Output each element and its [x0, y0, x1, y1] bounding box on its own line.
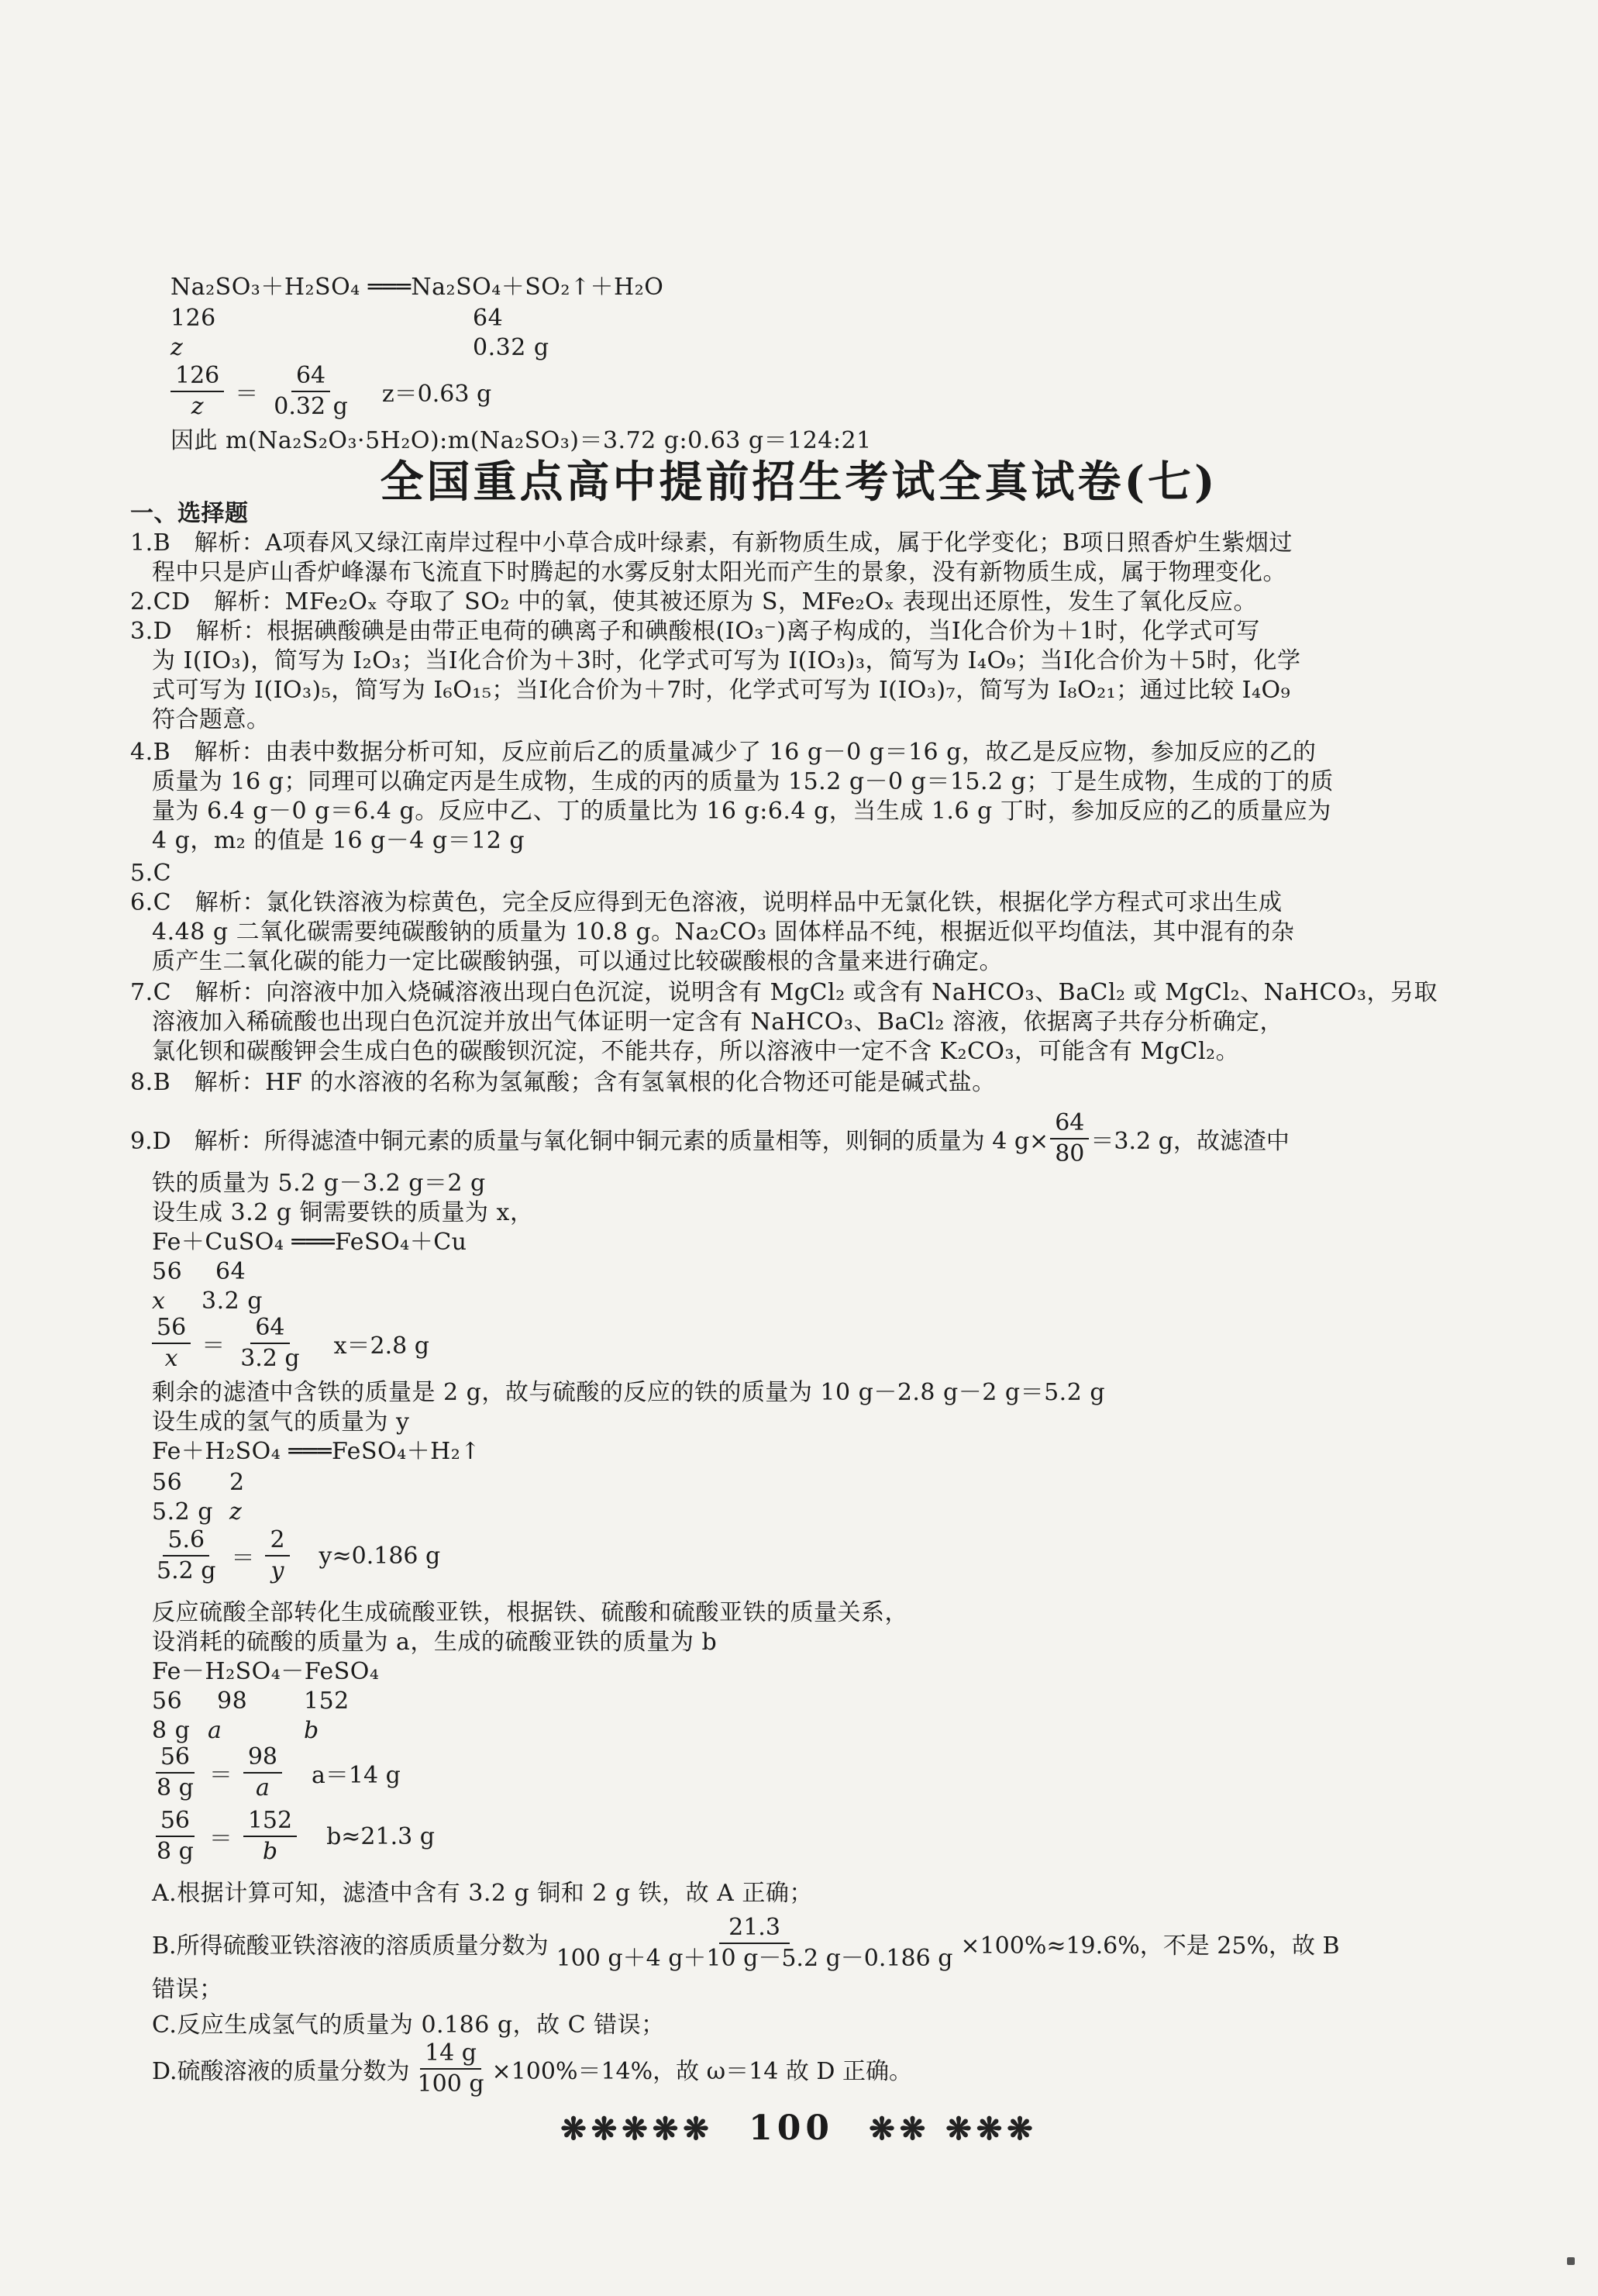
unknown-a: z [170, 334, 184, 361]
answer-6-line-1: 6.C 解析：氯化铁溶液为棕黄色，完全反应得到无色溶液，说明样品中无氯化铁，根据化学方程式可求出生成 [130, 889, 1283, 916]
decorative-stars-left: ❋❋❋❋❋ [560, 2111, 714, 2147]
answer-4-line-4: 4 g，m₂ 的值是 16 g－4 g＝12 g [152, 827, 525, 854]
fraction-equation-2: $\frac{56}{x}$ ＝ $\frac{64}{3.2 g}$ x＝2.8 g [147, 1313, 436, 1374]
unknown-z: z [229, 1498, 243, 1525]
fraction-equation-3: $\frac{5.6}{5.2 g}$ ＝ $\frac{2}{y}$ y≈0.186 g [157, 1526, 441, 1584]
answer-9-relation: 反应硫酸全部转化生成硫酸亚铁，根据铁、硫酸和硫酸亚铁的质量关系， [152, 1599, 908, 1626]
answer-3-line-1: 3.D 解析：根据碘酸碘是由带正电荷的碘离子和碘酸根(IO₃⁻)离子构成的，当Ⅰ化合价为＋1时，化学式可写 [130, 618, 1260, 645]
ratio-2: 2 [229, 1469, 245, 1496]
value-5-2g: 5.2 g [152, 1498, 213, 1525]
answer-3-line-3: 式可写为 I(IO₃)₅，简写为 I₆O₁₅；当Ⅰ化合价为＋7时，化学式可写为 I(IO₃)₇，简写为 I₈O₂₁；通过比较 I₄O₉ [152, 677, 1291, 704]
answer-9-line-2: 铁的质量为 5.2 g－3.2 g＝2 g [152, 1170, 486, 1197]
unknown-a-mass: a [208, 1717, 222, 1744]
value-3-2g: 3.2 g [201, 1288, 263, 1315]
answer-7-line-2: 溶液加入稀硫酸也出现白色沉淀并放出气体证明一定含有 NaHCO₃、BaCl₂ 溶液，依据离子共存分析确定， [152, 1008, 1283, 1036]
option-c-conclusion: C.反应生成氢气的质量为 0.186 g，故 C 错误； [152, 2012, 665, 2039]
unknown-b: 0.32 g [473, 334, 549, 361]
answer-9-setup-ab: 设消耗的硫酸的质量为 a，生成的硫酸亚铁的质量为 b [152, 1629, 718, 1656]
answer-5: 5.C [130, 860, 172, 887]
value-8g: 8 g [152, 1717, 191, 1744]
relation-fe-h2so4-feso4: Fe－H₂SO₄－FeSO₄ [152, 1658, 380, 1685]
ratio-56-b: 56 [152, 1469, 183, 1496]
answer-3-line-4: 符合题意。 [152, 706, 270, 733]
answer-9-line-3: 设生成 3.2 g 铜需要铁的质量为 x， [152, 1199, 534, 1226]
option-a-conclusion: A.根据计算可知，滤渣中含有 3.2 g 铜和 2 g 铁，故 A 正确； [152, 1880, 813, 1907]
conclusion-ratio: 因此 m(Na₂S₂O₃·5H₂O):m(Na₂SO₃)＝3.72 g:0.63 g＝124:21 [170, 427, 872, 454]
equation-na2so3: Na₂SO₃＋H₂SO₄ ═══Na₂SO₄＋SO₂↑＋H₂O [170, 274, 664, 301]
unknown-b-mass: b [304, 1717, 319, 1744]
page-footer [0, 2108, 1598, 2148]
answer-8: 8.B 解析：HF 的水溶液的名称为氢氟酸；含有氢氧根的化合物还可能是碱式盐。 [130, 1069, 996, 1096]
corner-mark [1567, 2257, 1575, 2265]
answer-4-line-3: 量为 6.4 g－0 g＝6.4 g。反应中乙、丁的质量比为 16 g:6.4 g，当生成 1.6 g 丁时，参加反应的乙的质量应为 [152, 798, 1331, 825]
answer-4-line-2: 质量为 16 g；同理可以确定丙是生成物，生成的丙的质量为 15.2 g－0 g＝15.2 g；丁是生成物，生成的丁的质 [152, 768, 1334, 795]
decorative-stars-right: ❋❋ ❋❋❋ [869, 2111, 1038, 2147]
answer-6-line-3: 质产生二氧化碳的能力一定比碳酸钠强，可以通过比较碳酸根的含量来进行确定。 [152, 948, 1003, 975]
answer-3-line-2: 为 I(IO₃)，简写为 I₂O₃；当Ⅰ化合价为＋3时，化学式可写为 I(IO₃)₃，简写为 I₄O₉；当Ⅰ化合价为＋5时，化学 [152, 647, 1301, 674]
answer-9-line-1: 9.D 解析：所得滤渣中铜元素的质量与氧化铜中铜元素的质量相等，则铜的质量为 4 g× $\frac{64}{80}$ ＝3.2 g，故滤渣中 [130, 1109, 1290, 1167]
ratio-98: 98 [217, 1688, 248, 1715]
answer-7-line-1: 7.C 解析：向溶液中加入烧碱溶液出现白色沉淀，说明含有 MgCl₂ 或含有 NaHCO₃、BaCl₂ 或 MgCl₂、NaHCO₃，另取 [130, 979, 1438, 1006]
fraction-equation-5: $\frac{56}{8 g}$ ＝ $\frac{152}{b}$ b≈21.3 g [157, 1807, 435, 1865]
ratio-64: 64 [215, 1258, 246, 1285]
answer-1-line-2: 程中只是庐山香炉峰瀑布飞流直下时腾起的水雾反射太阳光而产生的景象，没有新物质生成，属于物理变化。 [152, 559, 1286, 586]
page-number: 100 [749, 2108, 834, 2148]
answer-1-line-1: 1.B 解析：A项春风又绿江南岸过程中小草合成叶绿素，有新物质生成，属于化学变化；B项日照香炉生紫烟过 [130, 529, 1293, 557]
answer-2-line-1: 2.CD 解析：MFe₂Oₓ 夺取了 SO₂ 中的氧，使其被还原为 S，MFe₂Oₓ 表现出还原性，发生了氧化反应。 [130, 588, 1257, 615]
option-b-conclusion-cont: 错误； [152, 1976, 223, 2003]
unknown-x: x [152, 1288, 166, 1315]
option-d-conclusion: D.硫酸溶液的质量分数为 $\frac{14 g}{100 g}$ ×100%＝14%，故 ω＝14 故 D 正确。 [152, 2039, 912, 2098]
mass-ratio-b: 64 [473, 305, 504, 332]
exam-title: 全国重点高中提前招生考试全真试卷(七) [380, 457, 1218, 508]
ratio-152: 152 [304, 1688, 350, 1715]
section-heading: 一、选择题 [130, 500, 249, 527]
answer-7-line-3: 氯化钡和碳酸钾会生成白色的碳酸钡沉淀，不能共存，所以溶液中一定不含 K₂CO₃，可能含有 MgCl₂。 [152, 1038, 1240, 1065]
fraction-equation-1: $\frac{126}{z}$ ＝ $\frac{64}{0.32 g}$ z＝0.63 g [166, 361, 498, 422]
answer-4-line-1: 4.B 解析：由表中数据分析可知，反应前后乙的质量减少了 16 g－0 g＝16 g，故乙是反应物，参加反应的乙的 [130, 739, 1317, 766]
ratio-56: 56 [152, 1258, 183, 1285]
equation-fe-h2so4: Fe＋H₂SO₄ ═══FeSO₄＋H₂↑ [152, 1438, 480, 1465]
answer-9-remaining-iron: 剩余的滤渣中含铁的质量是 2 g，故与硫酸的反应的铁的质量为 10 g－2.8 g－2 g＝5.2 g [152, 1379, 1106, 1406]
answer-9-hydrogen-setup: 设生成的氢气的质量为 y [152, 1408, 410, 1436]
mass-ratio-a: 126 [170, 305, 216, 332]
fraction-equation-4: $\frac{56}{8 g}$ ＝ $\frac{98}{a}$ a＝14 g [157, 1743, 401, 1801]
answer-6-line-2: 4.48 g 二氧化碳需要纯碳酸钠的质量为 10.8 g。Na₂CO₃ 固体样品不纯，根据近似平均值法，其中混有的杂 [152, 919, 1295, 946]
equation-fe-cuso4: Fe＋CuSO₄ ═══FeSO₄＋Cu [152, 1229, 467, 1256]
option-b-conclusion: B.所得硫酸亚铁溶液的溶质质量分数为 $\frac{21.3}{100 g+4 g+10 g-5.2 g-0.186 g}$ ×100%≈19.6%，不是 25%，故 B [152, 1914, 1340, 1972]
ratio-56-c: 56 [152, 1688, 183, 1715]
